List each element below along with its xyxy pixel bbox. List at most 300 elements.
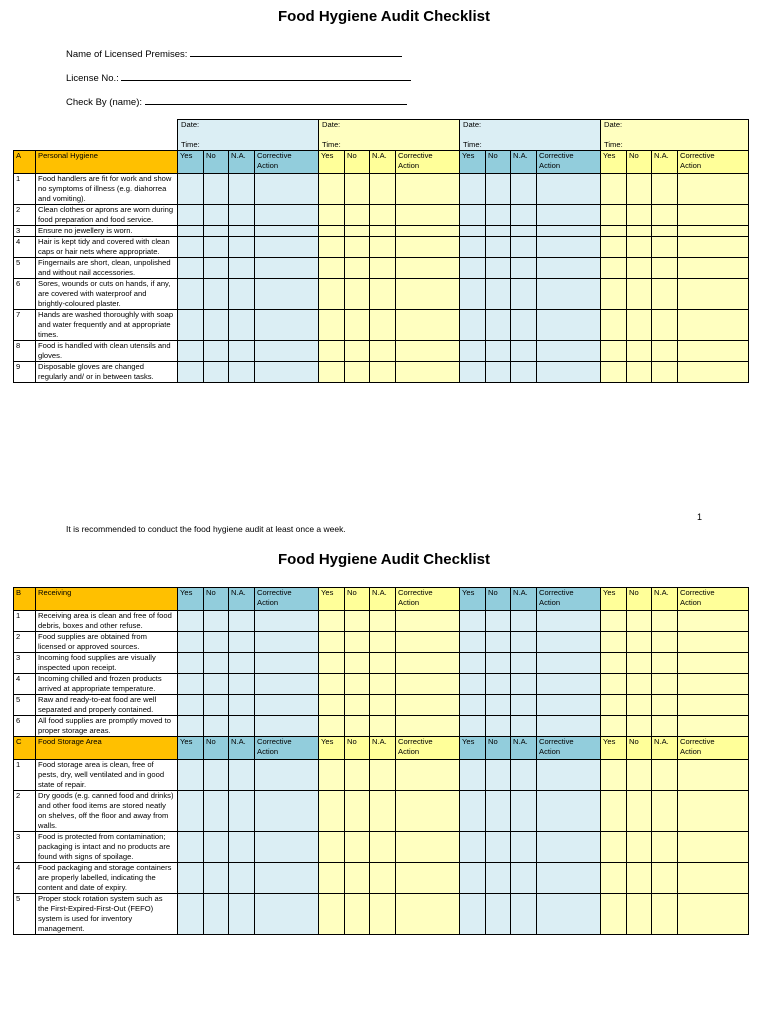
na-checkbox-cell[interactable] <box>652 632 678 653</box>
yes-checkbox-cell[interactable] <box>319 174 345 205</box>
na-checkbox-cell[interactable] <box>229 205 255 226</box>
no-checkbox-cell[interactable] <box>204 226 229 237</box>
na-checkbox-cell[interactable] <box>229 863 255 894</box>
yes-checkbox-cell[interactable] <box>178 310 204 341</box>
yes-checkbox-cell[interactable] <box>178 791 204 832</box>
no-checkbox-cell[interactable] <box>486 695 511 716</box>
no-checkbox-cell[interactable] <box>627 611 652 632</box>
yes-checkbox-cell[interactable] <box>601 760 627 791</box>
na-checkbox-cell[interactable] <box>370 674 396 695</box>
na-checkbox-cell[interactable] <box>511 653 537 674</box>
yes-checkbox-cell[interactable] <box>460 674 486 695</box>
yes-checkbox-cell[interactable] <box>601 611 627 632</box>
na-checkbox-cell[interactable] <box>229 362 255 383</box>
no-checkbox-cell[interactable] <box>345 674 370 695</box>
no-checkbox-cell[interactable] <box>486 258 511 279</box>
corrective-action-cell[interactable] <box>255 237 319 258</box>
na-checkbox-cell[interactable] <box>370 716 396 737</box>
date-time-cell[interactable] <box>460 120 601 151</box>
corrective-action-cell[interactable] <box>537 695 601 716</box>
no-checkbox-cell[interactable] <box>204 791 229 832</box>
corrective-action-cell[interactable] <box>396 760 460 791</box>
na-checkbox-cell[interactable] <box>511 258 537 279</box>
corrective-action-cell[interactable] <box>678 205 749 226</box>
na-checkbox-cell[interactable] <box>370 653 396 674</box>
no-checkbox-cell[interactable] <box>627 237 652 258</box>
corrective-action-cell[interactable] <box>537 237 601 258</box>
na-checkbox-cell[interactable] <box>652 362 678 383</box>
no-checkbox-cell[interactable] <box>345 832 370 863</box>
corrective-action-cell[interactable] <box>537 832 601 863</box>
no-checkbox-cell[interactable] <box>345 205 370 226</box>
corrective-action-cell[interactable] <box>255 258 319 279</box>
no-checkbox-cell[interactable] <box>204 258 229 279</box>
no-checkbox-cell[interactable] <box>627 791 652 832</box>
yes-checkbox-cell[interactable] <box>601 674 627 695</box>
no-checkbox-cell[interactable] <box>345 611 370 632</box>
corrective-action-cell[interactable] <box>396 279 460 310</box>
no-checkbox-cell[interactable] <box>204 174 229 205</box>
na-checkbox-cell[interactable] <box>652 174 678 205</box>
no-checkbox-cell[interactable] <box>486 174 511 205</box>
na-checkbox-cell[interactable] <box>652 695 678 716</box>
na-checkbox-cell[interactable] <box>229 674 255 695</box>
na-checkbox-cell[interactable] <box>229 237 255 258</box>
na-checkbox-cell[interactable] <box>511 237 537 258</box>
yes-checkbox-cell[interactable] <box>319 362 345 383</box>
yes-checkbox-cell[interactable] <box>460 653 486 674</box>
corrective-action-cell[interactable] <box>537 226 601 237</box>
corrective-action-cell[interactable] <box>396 832 460 863</box>
corrective-action-cell[interactable] <box>537 632 601 653</box>
na-checkbox-cell[interactable] <box>229 760 255 791</box>
na-checkbox-cell[interactable] <box>229 258 255 279</box>
yes-checkbox-cell[interactable] <box>601 832 627 863</box>
corrective-action-cell[interactable] <box>396 362 460 383</box>
no-checkbox-cell[interactable] <box>627 695 652 716</box>
na-checkbox-cell[interactable] <box>229 695 255 716</box>
na-checkbox-cell[interactable] <box>370 205 396 226</box>
corrective-action-cell[interactable] <box>678 237 749 258</box>
na-checkbox-cell[interactable] <box>370 863 396 894</box>
corrective-action-cell[interactable] <box>678 894 749 935</box>
yes-checkbox-cell[interactable] <box>460 341 486 362</box>
corrective-action-cell[interactable] <box>537 205 601 226</box>
no-checkbox-cell[interactable] <box>627 279 652 310</box>
no-checkbox-cell[interactable] <box>204 832 229 863</box>
yes-checkbox-cell[interactable] <box>601 863 627 894</box>
na-checkbox-cell[interactable] <box>370 174 396 205</box>
no-checkbox-cell[interactable] <box>486 653 511 674</box>
na-checkbox-cell[interactable] <box>511 611 537 632</box>
no-checkbox-cell[interactable] <box>345 760 370 791</box>
yes-checkbox-cell[interactable] <box>178 205 204 226</box>
na-checkbox-cell[interactable] <box>511 832 537 863</box>
date-time-cell[interactable] <box>319 120 460 151</box>
corrective-action-cell[interactable] <box>678 695 749 716</box>
corrective-action-cell[interactable] <box>678 310 749 341</box>
yes-checkbox-cell[interactable] <box>601 791 627 832</box>
corrective-action-cell[interactable] <box>396 632 460 653</box>
corrective-action-cell[interactable] <box>537 362 601 383</box>
yes-checkbox-cell[interactable] <box>319 894 345 935</box>
yes-checkbox-cell[interactable] <box>460 279 486 310</box>
no-checkbox-cell[interactable] <box>204 279 229 310</box>
yes-checkbox-cell[interactable] <box>601 310 627 341</box>
no-checkbox-cell[interactable] <box>486 362 511 383</box>
na-checkbox-cell[interactable] <box>370 832 396 863</box>
yes-checkbox-cell[interactable] <box>319 237 345 258</box>
date-time-cell[interactable] <box>601 120 749 151</box>
no-checkbox-cell[interactable] <box>345 791 370 832</box>
na-checkbox-cell[interactable] <box>229 832 255 863</box>
corrective-action-cell[interactable] <box>537 258 601 279</box>
yes-checkbox-cell[interactable] <box>319 611 345 632</box>
no-checkbox-cell[interactable] <box>204 362 229 383</box>
yes-checkbox-cell[interactable] <box>178 174 204 205</box>
na-checkbox-cell[interactable] <box>511 695 537 716</box>
corrective-action-cell[interactable] <box>537 716 601 737</box>
no-checkbox-cell[interactable] <box>345 279 370 310</box>
na-checkbox-cell[interactable] <box>229 716 255 737</box>
yes-checkbox-cell[interactable] <box>601 258 627 279</box>
no-checkbox-cell[interactable] <box>204 674 229 695</box>
na-checkbox-cell[interactable] <box>511 674 537 695</box>
no-checkbox-cell[interactable] <box>627 310 652 341</box>
yes-checkbox-cell[interactable] <box>460 632 486 653</box>
no-checkbox-cell[interactable] <box>204 205 229 226</box>
no-checkbox-cell[interactable] <box>486 205 511 226</box>
no-checkbox-cell[interactable] <box>627 716 652 737</box>
no-checkbox-cell[interactable] <box>627 632 652 653</box>
na-checkbox-cell[interactable] <box>370 760 396 791</box>
no-checkbox-cell[interactable] <box>204 760 229 791</box>
yes-checkbox-cell[interactable] <box>178 611 204 632</box>
no-checkbox-cell[interactable] <box>486 226 511 237</box>
corrective-action-cell[interactable] <box>396 653 460 674</box>
no-checkbox-cell[interactable] <box>204 716 229 737</box>
corrective-action-cell[interactable] <box>255 653 319 674</box>
corrective-action-cell[interactable] <box>537 279 601 310</box>
yes-checkbox-cell[interactable] <box>601 362 627 383</box>
yes-checkbox-cell[interactable] <box>319 674 345 695</box>
no-checkbox-cell[interactable] <box>486 716 511 737</box>
yes-checkbox-cell[interactable] <box>601 716 627 737</box>
no-checkbox-cell[interactable] <box>486 863 511 894</box>
na-checkbox-cell[interactable] <box>652 226 678 237</box>
na-checkbox-cell[interactable] <box>652 716 678 737</box>
no-checkbox-cell[interactable] <box>204 611 229 632</box>
yes-checkbox-cell[interactable] <box>178 695 204 716</box>
na-checkbox-cell[interactable] <box>652 832 678 863</box>
corrective-action-cell[interactable] <box>396 716 460 737</box>
corrective-action-cell[interactable] <box>255 863 319 894</box>
yes-checkbox-cell[interactable] <box>319 695 345 716</box>
corrective-action-cell[interactable] <box>255 174 319 205</box>
yes-checkbox-cell[interactable] <box>178 258 204 279</box>
corrective-action-cell[interactable] <box>537 310 601 341</box>
no-checkbox-cell[interactable] <box>345 863 370 894</box>
na-checkbox-cell[interactable] <box>229 226 255 237</box>
na-checkbox-cell[interactable] <box>511 894 537 935</box>
yes-checkbox-cell[interactable] <box>460 258 486 279</box>
corrective-action-cell[interactable] <box>678 716 749 737</box>
yes-checkbox-cell[interactable] <box>319 258 345 279</box>
yes-checkbox-cell[interactable] <box>178 279 204 310</box>
na-checkbox-cell[interactable] <box>652 205 678 226</box>
na-checkbox-cell[interactable] <box>511 760 537 791</box>
no-checkbox-cell[interactable] <box>627 760 652 791</box>
na-checkbox-cell[interactable] <box>652 341 678 362</box>
na-checkbox-cell[interactable] <box>370 279 396 310</box>
no-checkbox-cell[interactable] <box>627 226 652 237</box>
na-checkbox-cell[interactable] <box>652 310 678 341</box>
corrective-action-cell[interactable] <box>396 695 460 716</box>
no-checkbox-cell[interactable] <box>345 174 370 205</box>
na-checkbox-cell[interactable] <box>229 791 255 832</box>
na-checkbox-cell[interactable] <box>652 237 678 258</box>
yes-checkbox-cell[interactable] <box>460 695 486 716</box>
yes-checkbox-cell[interactable] <box>601 695 627 716</box>
no-checkbox-cell[interactable] <box>204 863 229 894</box>
no-checkbox-cell[interactable] <box>345 716 370 737</box>
no-checkbox-cell[interactable] <box>486 674 511 695</box>
yes-checkbox-cell[interactable] <box>178 760 204 791</box>
corrective-action-cell[interactable] <box>678 863 749 894</box>
no-checkbox-cell[interactable] <box>345 226 370 237</box>
na-checkbox-cell[interactable] <box>370 632 396 653</box>
na-checkbox-cell[interactable] <box>229 894 255 935</box>
corrective-action-cell[interactable] <box>396 791 460 832</box>
yes-checkbox-cell[interactable] <box>178 716 204 737</box>
no-checkbox-cell[interactable] <box>627 653 652 674</box>
na-checkbox-cell[interactable] <box>511 341 537 362</box>
no-checkbox-cell[interactable] <box>486 611 511 632</box>
na-checkbox-cell[interactable] <box>229 611 255 632</box>
yes-checkbox-cell[interactable] <box>601 341 627 362</box>
yes-checkbox-cell[interactable] <box>178 832 204 863</box>
yes-checkbox-cell[interactable] <box>319 205 345 226</box>
corrective-action-cell[interactable] <box>678 832 749 863</box>
corrective-action-cell[interactable] <box>255 760 319 791</box>
na-checkbox-cell[interactable] <box>370 310 396 341</box>
corrective-action-cell[interactable] <box>396 674 460 695</box>
na-checkbox-cell[interactable] <box>511 362 537 383</box>
no-checkbox-cell[interactable] <box>204 632 229 653</box>
na-checkbox-cell[interactable] <box>652 760 678 791</box>
na-checkbox-cell[interactable] <box>229 632 255 653</box>
no-checkbox-cell[interactable] <box>627 205 652 226</box>
corrective-action-cell[interactable] <box>678 226 749 237</box>
na-checkbox-cell[interactable] <box>370 237 396 258</box>
license-line[interactable] <box>121 71 411 81</box>
corrective-action-cell[interactable] <box>255 362 319 383</box>
na-checkbox-cell[interactable] <box>511 226 537 237</box>
no-checkbox-cell[interactable] <box>345 894 370 935</box>
corrective-action-cell[interactable] <box>255 674 319 695</box>
yes-checkbox-cell[interactable] <box>319 632 345 653</box>
corrective-action-cell[interactable] <box>678 653 749 674</box>
no-checkbox-cell[interactable] <box>204 894 229 935</box>
na-checkbox-cell[interactable] <box>370 894 396 935</box>
premises-line[interactable] <box>190 47 402 57</box>
corrective-action-cell[interactable] <box>255 226 319 237</box>
na-checkbox-cell[interactable] <box>511 716 537 737</box>
na-checkbox-cell[interactable] <box>229 341 255 362</box>
corrective-action-cell[interactable] <box>537 611 601 632</box>
yes-checkbox-cell[interactable] <box>601 205 627 226</box>
na-checkbox-cell[interactable] <box>511 791 537 832</box>
corrective-action-cell[interactable] <box>537 791 601 832</box>
corrective-action-cell[interactable] <box>255 716 319 737</box>
yes-checkbox-cell[interactable] <box>178 674 204 695</box>
na-checkbox-cell[interactable] <box>370 341 396 362</box>
corrective-action-cell[interactable] <box>396 174 460 205</box>
corrective-action-cell[interactable] <box>678 632 749 653</box>
corrective-action-cell[interactable] <box>255 894 319 935</box>
yes-checkbox-cell[interactable] <box>460 760 486 791</box>
na-checkbox-cell[interactable] <box>652 674 678 695</box>
corrective-action-cell[interactable] <box>255 310 319 341</box>
corrective-action-cell[interactable] <box>396 611 460 632</box>
yes-checkbox-cell[interactable] <box>460 237 486 258</box>
no-checkbox-cell[interactable] <box>627 174 652 205</box>
yes-checkbox-cell[interactable] <box>601 279 627 310</box>
na-checkbox-cell[interactable] <box>652 279 678 310</box>
na-checkbox-cell[interactable] <box>229 174 255 205</box>
yes-checkbox-cell[interactable] <box>178 341 204 362</box>
no-checkbox-cell[interactable] <box>204 310 229 341</box>
no-checkbox-cell[interactable] <box>627 362 652 383</box>
yes-checkbox-cell[interactable] <box>460 716 486 737</box>
no-checkbox-cell[interactable] <box>345 310 370 341</box>
no-checkbox-cell[interactable] <box>204 237 229 258</box>
corrective-action-cell[interactable] <box>255 791 319 832</box>
na-checkbox-cell[interactable] <box>370 791 396 832</box>
na-checkbox-cell[interactable] <box>229 653 255 674</box>
no-checkbox-cell[interactable] <box>486 341 511 362</box>
na-checkbox-cell[interactable] <box>229 279 255 310</box>
na-checkbox-cell[interactable] <box>370 362 396 383</box>
corrective-action-cell[interactable] <box>396 863 460 894</box>
corrective-action-cell[interactable] <box>537 894 601 935</box>
yes-checkbox-cell[interactable] <box>178 237 204 258</box>
corrective-action-cell[interactable] <box>396 237 460 258</box>
yes-checkbox-cell[interactable] <box>319 760 345 791</box>
yes-checkbox-cell[interactable] <box>601 894 627 935</box>
yes-checkbox-cell[interactable] <box>460 863 486 894</box>
yes-checkbox-cell[interactable] <box>178 894 204 935</box>
na-checkbox-cell[interactable] <box>652 653 678 674</box>
corrective-action-cell[interactable] <box>537 760 601 791</box>
yes-checkbox-cell[interactable] <box>460 611 486 632</box>
corrective-action-cell[interactable] <box>396 310 460 341</box>
no-checkbox-cell[interactable] <box>345 362 370 383</box>
corrective-action-cell[interactable] <box>255 279 319 310</box>
yes-checkbox-cell[interactable] <box>319 791 345 832</box>
yes-checkbox-cell[interactable] <box>319 716 345 737</box>
na-checkbox-cell[interactable] <box>511 863 537 894</box>
na-checkbox-cell[interactable] <box>370 695 396 716</box>
yes-checkbox-cell[interactable] <box>601 226 627 237</box>
yes-checkbox-cell[interactable] <box>319 226 345 237</box>
no-checkbox-cell[interactable] <box>486 894 511 935</box>
corrective-action-cell[interactable] <box>537 863 601 894</box>
corrective-action-cell[interactable] <box>678 674 749 695</box>
corrective-action-cell[interactable] <box>678 362 749 383</box>
check-by-line[interactable] <box>145 95 407 105</box>
yes-checkbox-cell[interactable] <box>460 310 486 341</box>
yes-checkbox-cell[interactable] <box>460 791 486 832</box>
na-checkbox-cell[interactable] <box>511 174 537 205</box>
yes-checkbox-cell[interactable] <box>460 362 486 383</box>
na-checkbox-cell[interactable] <box>652 863 678 894</box>
yes-checkbox-cell[interactable] <box>319 279 345 310</box>
yes-checkbox-cell[interactable] <box>178 653 204 674</box>
no-checkbox-cell[interactable] <box>627 863 652 894</box>
no-checkbox-cell[interactable] <box>627 341 652 362</box>
yes-checkbox-cell[interactable] <box>601 174 627 205</box>
no-checkbox-cell[interactable] <box>486 237 511 258</box>
no-checkbox-cell[interactable] <box>486 832 511 863</box>
yes-checkbox-cell[interactable] <box>178 362 204 383</box>
corrective-action-cell[interactable] <box>396 894 460 935</box>
yes-checkbox-cell[interactable] <box>178 226 204 237</box>
corrective-action-cell[interactable] <box>678 341 749 362</box>
corrective-action-cell[interactable] <box>396 341 460 362</box>
corrective-action-cell[interactable] <box>678 760 749 791</box>
no-checkbox-cell[interactable] <box>345 632 370 653</box>
na-checkbox-cell[interactable] <box>511 205 537 226</box>
date-time-cell[interactable] <box>178 120 319 151</box>
corrective-action-cell[interactable] <box>255 832 319 863</box>
no-checkbox-cell[interactable] <box>345 695 370 716</box>
corrective-action-cell[interactable] <box>678 258 749 279</box>
corrective-action-cell[interactable] <box>255 341 319 362</box>
yes-checkbox-cell[interactable] <box>319 832 345 863</box>
no-checkbox-cell[interactable] <box>345 341 370 362</box>
corrective-action-cell[interactable] <box>537 174 601 205</box>
yes-checkbox-cell[interactable] <box>460 226 486 237</box>
corrective-action-cell[interactable] <box>678 279 749 310</box>
corrective-action-cell[interactable] <box>396 258 460 279</box>
no-checkbox-cell[interactable] <box>627 674 652 695</box>
no-checkbox-cell[interactable] <box>204 653 229 674</box>
yes-checkbox-cell[interactable] <box>319 863 345 894</box>
yes-checkbox-cell[interactable] <box>601 237 627 258</box>
no-checkbox-cell[interactable] <box>204 341 229 362</box>
corrective-action-cell[interactable] <box>396 205 460 226</box>
corrective-action-cell[interactable] <box>537 341 601 362</box>
no-checkbox-cell[interactable] <box>486 791 511 832</box>
na-checkbox-cell[interactable] <box>370 226 396 237</box>
corrective-action-cell[interactable] <box>396 226 460 237</box>
corrective-action-cell[interactable] <box>678 174 749 205</box>
no-checkbox-cell[interactable] <box>627 832 652 863</box>
yes-checkbox-cell[interactable] <box>319 341 345 362</box>
yes-checkbox-cell[interactable] <box>601 653 627 674</box>
na-checkbox-cell[interactable] <box>370 258 396 279</box>
no-checkbox-cell[interactable] <box>486 279 511 310</box>
na-checkbox-cell[interactable] <box>652 791 678 832</box>
yes-checkbox-cell[interactable] <box>601 632 627 653</box>
yes-checkbox-cell[interactable] <box>319 653 345 674</box>
no-checkbox-cell[interactable] <box>627 894 652 935</box>
na-checkbox-cell[interactable] <box>652 894 678 935</box>
no-checkbox-cell[interactable] <box>486 310 511 341</box>
na-checkbox-cell[interactable] <box>370 611 396 632</box>
corrective-action-cell[interactable] <box>255 611 319 632</box>
